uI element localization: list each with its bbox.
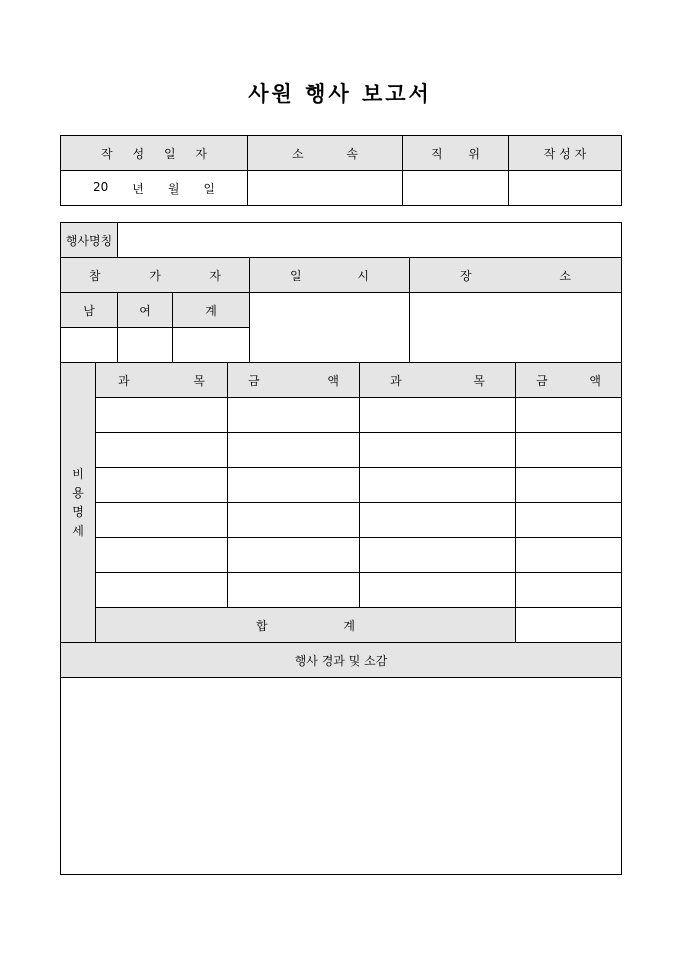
- item-value[interactable]: [360, 433, 516, 468]
- female-label: 여: [118, 293, 173, 328]
- place-value[interactable]: [410, 293, 622, 363]
- expense-row: [61, 398, 622, 433]
- datetime-value[interactable]: [250, 293, 410, 363]
- dept-label-cell: [248, 136, 403, 171]
- date-label-char: 자: [195, 146, 207, 161]
- writer-info-table: [60, 135, 622, 206]
- amount-value[interactable]: [516, 468, 622, 503]
- amount-label-char: 액: [589, 373, 602, 388]
- event-name-value[interactable]: [118, 223, 622, 258]
- item-value[interactable]: [360, 503, 516, 538]
- item-value[interactable]: [96, 503, 228, 538]
- expense-row: [61, 573, 622, 608]
- amount-value[interactable]: [516, 538, 622, 573]
- dept-label-char: 속: [346, 146, 358, 161]
- item-label-char: 목: [473, 373, 485, 388]
- expense-row: [61, 468, 622, 503]
- sum-label-char: 합: [256, 618, 268, 633]
- item-label-char: 과: [390, 373, 402, 388]
- item-value[interactable]: [96, 468, 228, 503]
- review-label: 행사 경과 및 소감: [61, 643, 622, 678]
- datetime-label-char: 일: [290, 268, 302, 283]
- expense-label-char: 명: [72, 504, 84, 519]
- event-report-table: [60, 222, 622, 875]
- position-label-char: 위: [468, 146, 480, 161]
- date-value-cell[interactable]: [61, 171, 248, 206]
- item-value[interactable]: [96, 433, 228, 468]
- writer-label-cell: 작 성 자: [509, 136, 622, 171]
- participants-label-char: 참: [89, 268, 101, 283]
- item-value[interactable]: [360, 468, 516, 503]
- amount-label-cell: [516, 363, 622, 398]
- amount-value[interactable]: [228, 398, 360, 433]
- sum-label-char: 계: [343, 618, 355, 633]
- participants-label-char: 자: [209, 268, 221, 283]
- male-count-value[interactable]: [61, 328, 118, 363]
- expense-row: [61, 433, 622, 468]
- position-value-cell[interactable]: [403, 171, 509, 206]
- expense-label-char: 세: [72, 523, 84, 538]
- datetime-label-cell: [250, 258, 410, 293]
- place-label-cell: [410, 258, 622, 293]
- amount-value[interactable]: [516, 433, 622, 468]
- item-label-cell: [96, 363, 228, 398]
- item-value[interactable]: [96, 538, 228, 573]
- review-content[interactable]: [61, 678, 622, 875]
- place-label-char: 소: [559, 268, 572, 283]
- amount-label-char: 금: [248, 373, 260, 388]
- item-value[interactable]: [96, 573, 228, 608]
- expense-label-char: 비: [72, 466, 84, 481]
- female-count-value[interactable]: [118, 328, 173, 363]
- item-value[interactable]: [360, 538, 516, 573]
- participants-label-char: 가: [149, 268, 161, 283]
- datetime-label-char: 시: [357, 268, 369, 283]
- expense-row: [61, 503, 622, 538]
- total-count-value[interactable]: [173, 328, 250, 363]
- amount-value[interactable]: [516, 398, 622, 433]
- amount-label-cell: [228, 363, 360, 398]
- page-title: 사원 행사 보고서: [248, 81, 432, 106]
- item-value[interactable]: [360, 398, 516, 433]
- amount-label-char: 금: [536, 373, 548, 388]
- amount-value[interactable]: [228, 538, 360, 573]
- item-value[interactable]: [360, 573, 516, 608]
- dept-value-cell[interactable]: [248, 171, 403, 206]
- amount-value[interactable]: [228, 468, 360, 503]
- male-label: 남: [61, 293, 118, 328]
- dept-label-char: 소: [292, 146, 304, 161]
- participants-label-cell: [61, 258, 250, 293]
- amount-value[interactable]: [228, 503, 360, 538]
- count-total-label: 계: [173, 293, 250, 328]
- sum-value[interactable]: [516, 608, 622, 643]
- sum-label-cell: [96, 608, 516, 643]
- amount-value[interactable]: [228, 573, 360, 608]
- amount-value[interactable]: [516, 573, 622, 608]
- item-label-cell: [360, 363, 516, 398]
- date-day-unit: 일: [203, 181, 215, 196]
- event-name-label: 행사명칭: [61, 223, 118, 258]
- expense-row: [61, 538, 622, 573]
- position-label-char: 직: [431, 146, 443, 161]
- date-month-unit: 월: [167, 181, 180, 196]
- expense-label-char: 용: [72, 485, 84, 500]
- date-label-char: 작: [101, 146, 113, 161]
- date-label-char: 일: [163, 146, 176, 161]
- date-year-prefix: 20: [93, 179, 109, 194]
- date-label-char: 성: [132, 146, 145, 161]
- item-label-char: 과: [118, 373, 130, 388]
- item-label-char: 목: [193, 373, 205, 388]
- writer-value-cell[interactable]: [509, 171, 622, 206]
- item-value[interactable]: [96, 398, 228, 433]
- date-year-unit: 년: [132, 181, 144, 196]
- expense-label-cell: [61, 363, 96, 643]
- amount-value[interactable]: [516, 503, 622, 538]
- date-label-cell: [61, 136, 248, 171]
- position-label-cell: [403, 136, 509, 171]
- place-label-char: 장: [460, 268, 472, 283]
- amount-label-char: 액: [327, 373, 339, 388]
- amount-value[interactable]: [228, 433, 360, 468]
